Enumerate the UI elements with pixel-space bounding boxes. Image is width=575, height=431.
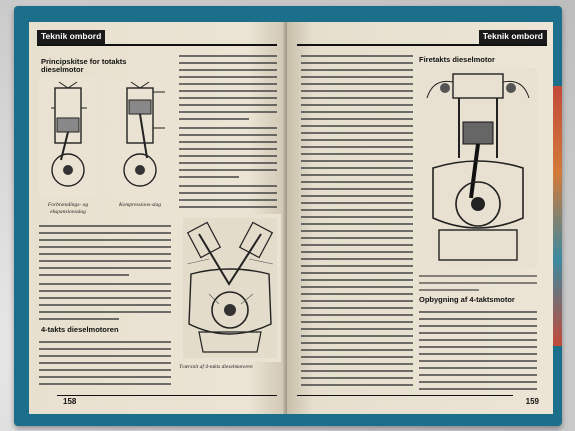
left-page-number: 158 xyxy=(63,397,77,406)
engine-caption: Tværsnit af 4-takts dieselmotoren xyxy=(179,364,253,370)
section-heading-structure: Opbygning af 4-taktsmotor xyxy=(419,295,515,304)
text-column-top-right xyxy=(179,52,277,212)
figure-title: Principskitse for totakts dieselmotor xyxy=(41,57,127,74)
figure-title-4stroke: Firetakts dieselmotor xyxy=(419,55,495,64)
text-column-right-page xyxy=(301,52,413,388)
two-stroke-sketch-right xyxy=(109,78,171,198)
caption-compression: Kompressions-slag xyxy=(119,202,161,208)
left-page xyxy=(29,22,287,414)
footer-rule-right xyxy=(297,395,513,397)
engine-cross-section xyxy=(179,214,281,362)
footer-rule xyxy=(57,395,277,397)
right-page-number: 159 xyxy=(525,397,539,406)
four-stroke-engine-diagram xyxy=(419,68,537,268)
text-column-right-lower xyxy=(419,308,537,390)
header-rule xyxy=(37,44,277,46)
right-page xyxy=(287,22,553,414)
left-header: Teknik ombord xyxy=(37,30,105,45)
section-heading-4stroke: 4-takts dieselmotoren xyxy=(41,325,119,334)
two-stroke-sketch-left xyxy=(39,78,97,198)
right-header: Teknik ombord xyxy=(479,30,547,45)
caption-combustion: Forbrændings- og ekspansionsslag xyxy=(47,202,89,215)
text-column-left-upper xyxy=(39,222,171,322)
diagram-caption xyxy=(419,272,537,292)
header-rule-right xyxy=(297,44,547,46)
text-column-left-lower xyxy=(39,338,171,390)
